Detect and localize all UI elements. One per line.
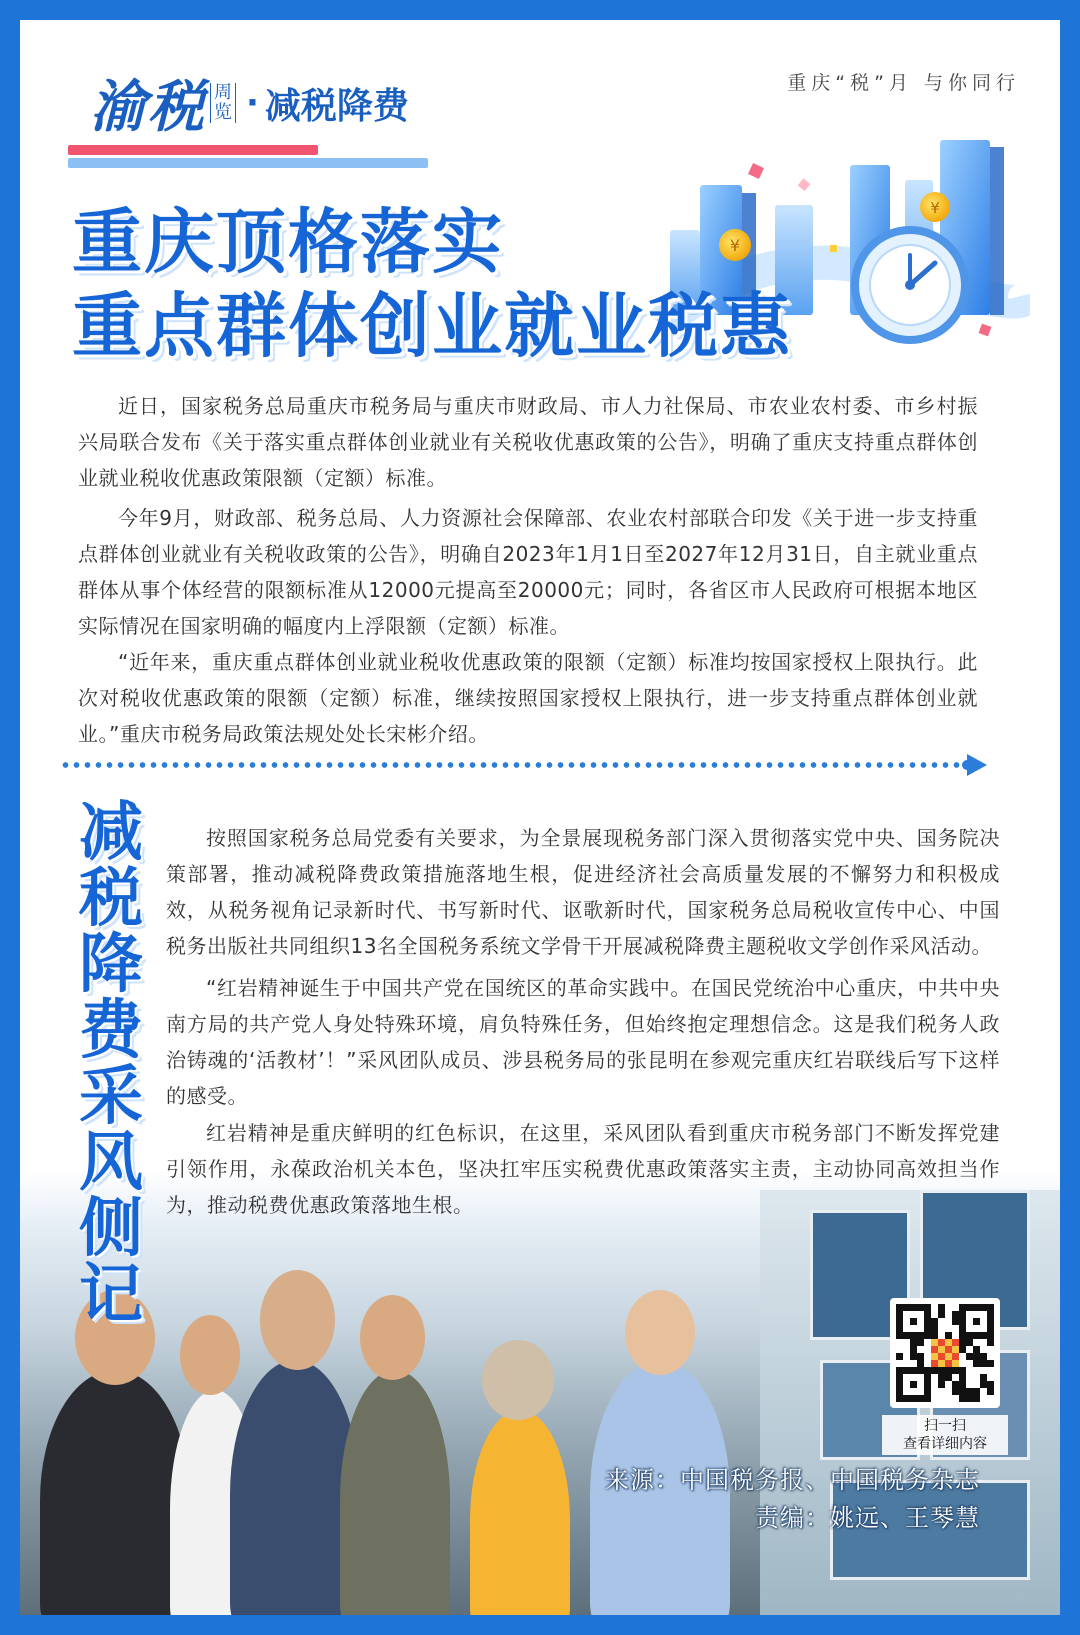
vertical-title: 减税降费采风侧记 [79, 796, 143, 1332]
svg-text:¥: ¥ [729, 236, 741, 255]
accent-bar-blue [68, 158, 428, 168]
qr-code-pattern [896, 1304, 994, 1402]
logo-sub-text [210, 83, 236, 123]
arrow-right-icon [967, 754, 987, 776]
article1-paragraph: 今年9月，财政部、税务总局、人力资源社会保障部、农业农村部联合印发《关于进一步支持重点群体创业就业有关税收政策的公告》，明确自2023年1月1日至2027年12月31日，自主就业重点群体从事个体经营的限额标准从12000元提高至20000元；同时，各省区市人民政府可根据本地区实际情况在国家明确的幅度内上浮限额（定额）标准。 [78, 506, 978, 638]
slogan: 重庆“税”月 与你同行 [787, 72, 1020, 94]
editor-credit: 责编：姚远、王琴慧 [755, 1504, 980, 1532]
main-title [72, 200, 792, 368]
article2-paragraph: 按照国家税务总局党委有关要求，为全景展现税务部门深入贯彻落实党中央、国务院决策部署，推动减税降费政策措施落地生根，促进经济社会高质量发展的不懈努力和积极成效，从税务视角记录新时代、书写新时代、讴歌新时代，国家税务总局税收宣传中心、中国税务出版社共同组织13名全国税务系统文学骨干开展减税降费主题税收文学创作采风活动。 [166, 826, 1000, 958]
qr-caption-line1: 扫一扫 [924, 1418, 966, 1434]
article1-paragraph: 近日，国家税务总局重庆市税务局与重庆市财政局、市人力社保局、市农业农村委、市乡村振兴局联合发布《关于落实重点群体创业就业有关税收优惠政策的公告》，明确了重庆支持重点群体创业就业税收优惠政策限额（定额）标准。 [78, 394, 978, 490]
logo-sub-bottom: 览 [214, 102, 232, 123]
qr-code[interactable] [890, 1298, 1000, 1408]
logo-separator: · [246, 83, 259, 123]
section-title: 减税降费 [264, 85, 409, 127]
qr-caption [882, 1415, 1008, 1455]
main-title-line1: 重庆顶格落实 [72, 201, 504, 283]
main-title-line2: 重点群体创业就业税惠 [72, 285, 792, 367]
accent-bar-red [68, 145, 318, 155]
qr-caption-line2: 查看详细内容 [903, 1436, 987, 1452]
logo-main-text: 渝税 [90, 74, 206, 140]
svg-text:¥: ¥ [930, 199, 940, 217]
poster-frame [20, 20, 1060, 1615]
article1-paragraph: “近年来，重庆重点群体创业就业税收优惠政策的限额（定额）标准均按国家授权上限执行。此次对税收优惠政策的限额（定额）标准，继续按照国家授权上限执行，进一步支持重点群体创业就业。”重庆市税务局政策法规处处长宋彬介绍。 [78, 650, 978, 746]
source-credit: 来源：中国税务报、中国税务杂志 [605, 1466, 980, 1494]
article2-paragraph: 红岩精神是重庆鲜明的红色标识，在这里，采风团队看到重庆市税务部门不断发挥党建引领作用，永葆政治机关本色，坚决扛牢压实税费优惠政策落实主责，主动协同高效担当作为，推动税费优惠政策落地生根。 [166, 1121, 1000, 1217]
dotted-divider [60, 762, 980, 768]
brand-logo [90, 58, 409, 148]
logo-sub-top: 周 [214, 82, 232, 103]
article2-paragraph: “红岩精神诞生于中国共产党在国统区的革命实践中。在国民党统治中心重庆，中共中央南方局的共产党人身处特殊环境，肩负特殊任务，但始终抱定理想信念。这是我们税务人政治铸魂的‘活教材’！”采风团队成员、涉县税务局的张昆明在参观完重庆红岩联线后写下这样的感受。 [166, 976, 1000, 1108]
